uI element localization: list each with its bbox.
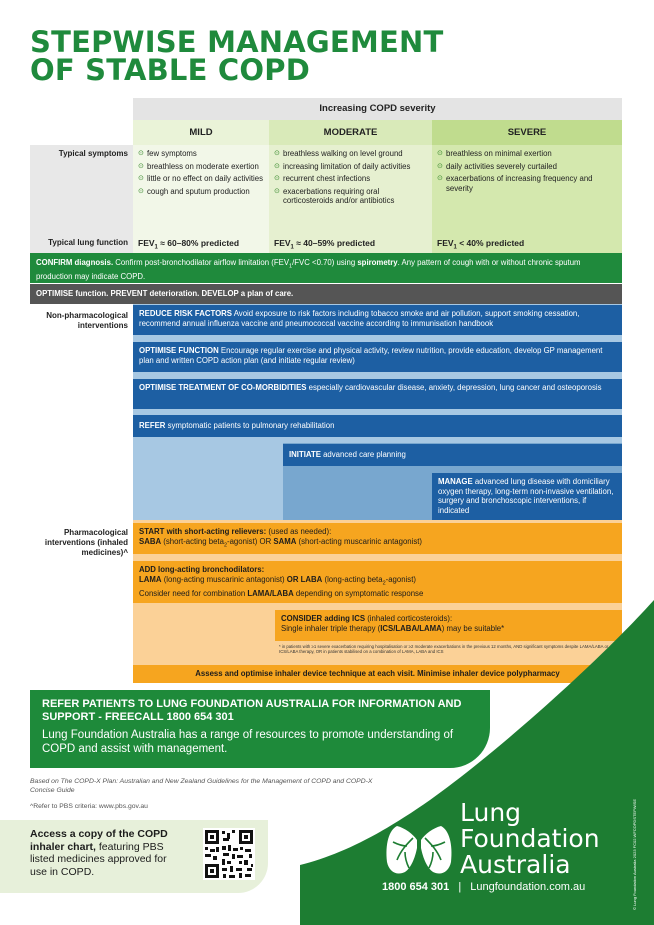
access-heading: Access a copy of the COPD inhaler chart, bbox=[30, 828, 168, 853]
comorbid-text: especially cardiovascular disease, anxiety, depression, lung cancer and osteoporosis bbox=[306, 383, 602, 392]
contact-website[interactable]: Lungfoundation.com.au bbox=[470, 881, 586, 893]
refer-text: symptomatic patients to pulmonary rehabilitation bbox=[165, 421, 335, 430]
confirm-diagnosis-bar bbox=[30, 253, 622, 283]
title-line-1: STEPWISE MANAGEMENT bbox=[30, 25, 444, 59]
manage-box bbox=[432, 473, 622, 520]
nonpharm-label-col bbox=[30, 304, 133, 520]
consider-text: Single inhaler triple therapy ( bbox=[281, 623, 381, 633]
pharm-label: Pharmacological interventions (inhaled medicines)^ bbox=[44, 528, 128, 557]
manage-heading: MANAGE bbox=[438, 477, 473, 486]
fev-sub: 1 bbox=[290, 244, 294, 251]
symptom-item: ⊙ cough and sputum production bbox=[138, 187, 264, 197]
comorbidities-box bbox=[133, 379, 622, 409]
start-text: (short-acting muscarinic antagonist) bbox=[296, 536, 423, 546]
symptoms-severe bbox=[432, 145, 622, 233]
spirometry-label: spirometry bbox=[357, 258, 398, 267]
consider-heading: CONSIDER adding ICS bbox=[281, 614, 366, 623]
symptom-item: ⊙ exacerbations of increasing frequency and severity bbox=[437, 174, 617, 193]
initiate-box bbox=[283, 444, 622, 466]
fev-label: FEV bbox=[138, 238, 155, 248]
add-sub: 2 bbox=[382, 580, 386, 587]
reduce-heading: REDUCE RISK FACTORS bbox=[139, 309, 232, 318]
consider-text: (inhaled corticosteroids): bbox=[365, 614, 453, 623]
confirm-text: /FVC <0.70) using bbox=[292, 258, 358, 267]
laba-label: OR LABA bbox=[286, 574, 323, 584]
fev-value: < 40% predicted bbox=[456, 238, 525, 248]
severity-severe: SEVERE bbox=[432, 120, 622, 145]
symptom-item: ⊙ recurrent chest infections bbox=[274, 174, 427, 184]
contact-phone[interactable]: 1800 654 301 bbox=[382, 881, 450, 893]
based-on-note: Based on The COPD-X Plan: Australian and New Zealand Guidelines for the Management of COPD and COPD-X Concise Guide bbox=[30, 778, 373, 794]
add-text: -agonist) bbox=[385, 574, 416, 584]
manage-text: advanced lung disease with domiciliary oxygen therapy, long-term non-invasive ventilation, surgery and bronchoscopic interventions, if indicated bbox=[438, 477, 614, 515]
title-line-2: OF STABLE COPD bbox=[30, 53, 310, 87]
symptom-item: ⊙ breathless on moderate exertion bbox=[138, 162, 264, 172]
logo-line-2: Foundation bbox=[460, 824, 600, 853]
logo-line-1: Lung bbox=[460, 798, 522, 827]
pharm-footnote: * in patients with ≥1 severe exacerbation requiring hospitalisation or ≥2 moderate exacerbations in the previous 12 months, AND significant symptoms despite LAMA/LABA or ICS/LABA therapy, OR in patients stabilised on a combination of LAMA, LABA and ICS bbox=[275, 642, 622, 664]
pbs-note: ^Refer to PBS criteria: www.pbs.gov.au bbox=[30, 803, 148, 810]
function-text: Encourage regular exercise and physical activity, review nutrition, provide education, develop GP management plan and written COPD action plan (and initiate regular review) bbox=[139, 346, 603, 365]
contact-line bbox=[382, 881, 642, 893]
saba-label: SABA bbox=[139, 536, 162, 546]
assess-inhaler-bar: Assess and optimise inhaler device technique at each visit. Minimise inhaler device polypharmacy bbox=[133, 665, 622, 683]
add-heading: ADD long-acting bronchodilators: bbox=[139, 565, 265, 574]
refer-heading: REFER bbox=[139, 421, 166, 430]
fev-sub: 1 bbox=[154, 244, 158, 251]
refer-foundation-body: Lung Foundation Australia has a range of resources to promote understanding of COPD and assist with management. bbox=[42, 729, 454, 755]
lung-logo-icon bbox=[383, 800, 455, 878]
refer-box bbox=[133, 415, 622, 437]
triple-therapy-label: ICS/LABA/LAMA bbox=[380, 623, 442, 633]
lung-function-mild bbox=[133, 233, 269, 253]
symptoms-label: Typical symptoms bbox=[58, 149, 128, 158]
qr-code-icon[interactable] bbox=[203, 828, 255, 880]
nonpharm-label: Non-pharmacological interventions bbox=[46, 311, 128, 330]
reduce-text: Avoid exposure to risk factors including tobacco smoke and air pollution, support smoking cessation, recommend annual influenza vaccine and pneumococcal vaccine according to immunisation handbook bbox=[139, 309, 580, 328]
symptom-item: ⊙ increasing limitation of daily activities bbox=[274, 162, 427, 172]
add-text: Consider need for combination bbox=[139, 588, 248, 598]
severity-moderate: MODERATE bbox=[269, 120, 432, 145]
start-heading: START with short-acting relievers: bbox=[139, 527, 267, 536]
optimise-bar: OPTIMISE function. PREVENT deterioration. DEVELOP a plan of care. bbox=[30, 284, 622, 304]
row-label-column-top bbox=[30, 145, 133, 253]
symptom-item: ⊙ daily activities severely curtailed bbox=[437, 162, 617, 172]
comorbid-heading: OPTIMISE TREATMENT OF CO-MORBIDITIES bbox=[139, 383, 307, 392]
lung-function-moderate bbox=[269, 233, 432, 253]
access-chart-text bbox=[30, 828, 180, 878]
add-long-acting-box bbox=[133, 561, 622, 603]
symptoms-moderate bbox=[269, 145, 432, 233]
copyright-container bbox=[632, 740, 642, 920]
start-text: (short-acting beta bbox=[161, 536, 224, 546]
initiate-heading: INITIATE bbox=[289, 450, 321, 459]
initiate-text: advanced care planning bbox=[320, 450, 406, 459]
severity-mild: MILD bbox=[133, 120, 269, 145]
symptom-item: ⊙ little or no effect on daily activities bbox=[138, 174, 264, 184]
fev-sub: 1 bbox=[453, 244, 457, 251]
confirm-heading: CONFIRM diagnosis. bbox=[36, 258, 114, 267]
lung-function-label: Typical lung function bbox=[48, 238, 128, 247]
start-text: (used as needed): bbox=[266, 527, 332, 536]
consider-text: ) may be suitable* bbox=[441, 623, 505, 633]
symptom-item: ⊙ breathless walking on level ground bbox=[274, 149, 427, 159]
symptom-item: ⊙ exacerbations requiring oral corticosteroids and/or antibiotics bbox=[274, 187, 427, 206]
function-heading: OPTIMISE FUNCTION bbox=[139, 346, 219, 355]
copyright-text: © Lung Foundation Australia 2023 FC02.WFCOPDSTEPWISE bbox=[632, 799, 637, 910]
sama-label: SAMA bbox=[273, 536, 297, 546]
refer-foundation-heading: REFER PATIENTS TO LUNG FOUNDATION AUSTRALIA FOR INFORMATION AND SUPPORT - FREECALL 1800 654 301 bbox=[42, 698, 462, 723]
confirm-text: . Any pattern of cough with or without chronic sputum production may indicate COPD. bbox=[36, 258, 581, 282]
lama-laba-label: LAMA/LABA bbox=[247, 588, 294, 598]
add-text: depending on symptomatic response bbox=[293, 588, 424, 598]
fev-label: FEV bbox=[437, 238, 454, 248]
start-text: -agonist) OR bbox=[227, 536, 274, 546]
start-sub: 2 bbox=[223, 542, 227, 549]
lung-function-severe bbox=[432, 233, 622, 253]
symptoms-mild bbox=[133, 145, 269, 233]
page-title bbox=[30, 25, 444, 87]
fev-label: FEV bbox=[274, 238, 291, 248]
severity-header: Increasing COPD severity bbox=[133, 98, 622, 120]
add-text: (long-acting beta bbox=[322, 574, 383, 584]
confirm-sub: 1 bbox=[289, 263, 293, 270]
refer-foundation-box bbox=[30, 690, 490, 768]
add-text: (long-acting muscarinic antagonist) bbox=[161, 574, 287, 584]
fev-value: ≈ 40–59% predicted bbox=[293, 238, 376, 248]
access-body: featuring PBS listed medicines approved for use in COPD. bbox=[30, 840, 167, 878]
symptom-item: ⊙ breathless on minimal exertion bbox=[437, 149, 617, 159]
optimise-function-box bbox=[133, 342, 622, 372]
start-relievers-box bbox=[133, 523, 622, 554]
lama-label: LAMA bbox=[139, 574, 162, 584]
fev-value: ≈ 60–80% predicted bbox=[157, 238, 240, 248]
reduce-risk-box bbox=[133, 305, 622, 335]
logo-line-3: Australia bbox=[460, 850, 571, 879]
logo-wordmark bbox=[460, 800, 600, 878]
symptom-item: ⊙ few symptoms bbox=[138, 149, 264, 159]
confirm-text: Confirm post-bronchodilator airflow limitation (FEV bbox=[113, 258, 290, 267]
contact-separator: | bbox=[458, 881, 462, 893]
